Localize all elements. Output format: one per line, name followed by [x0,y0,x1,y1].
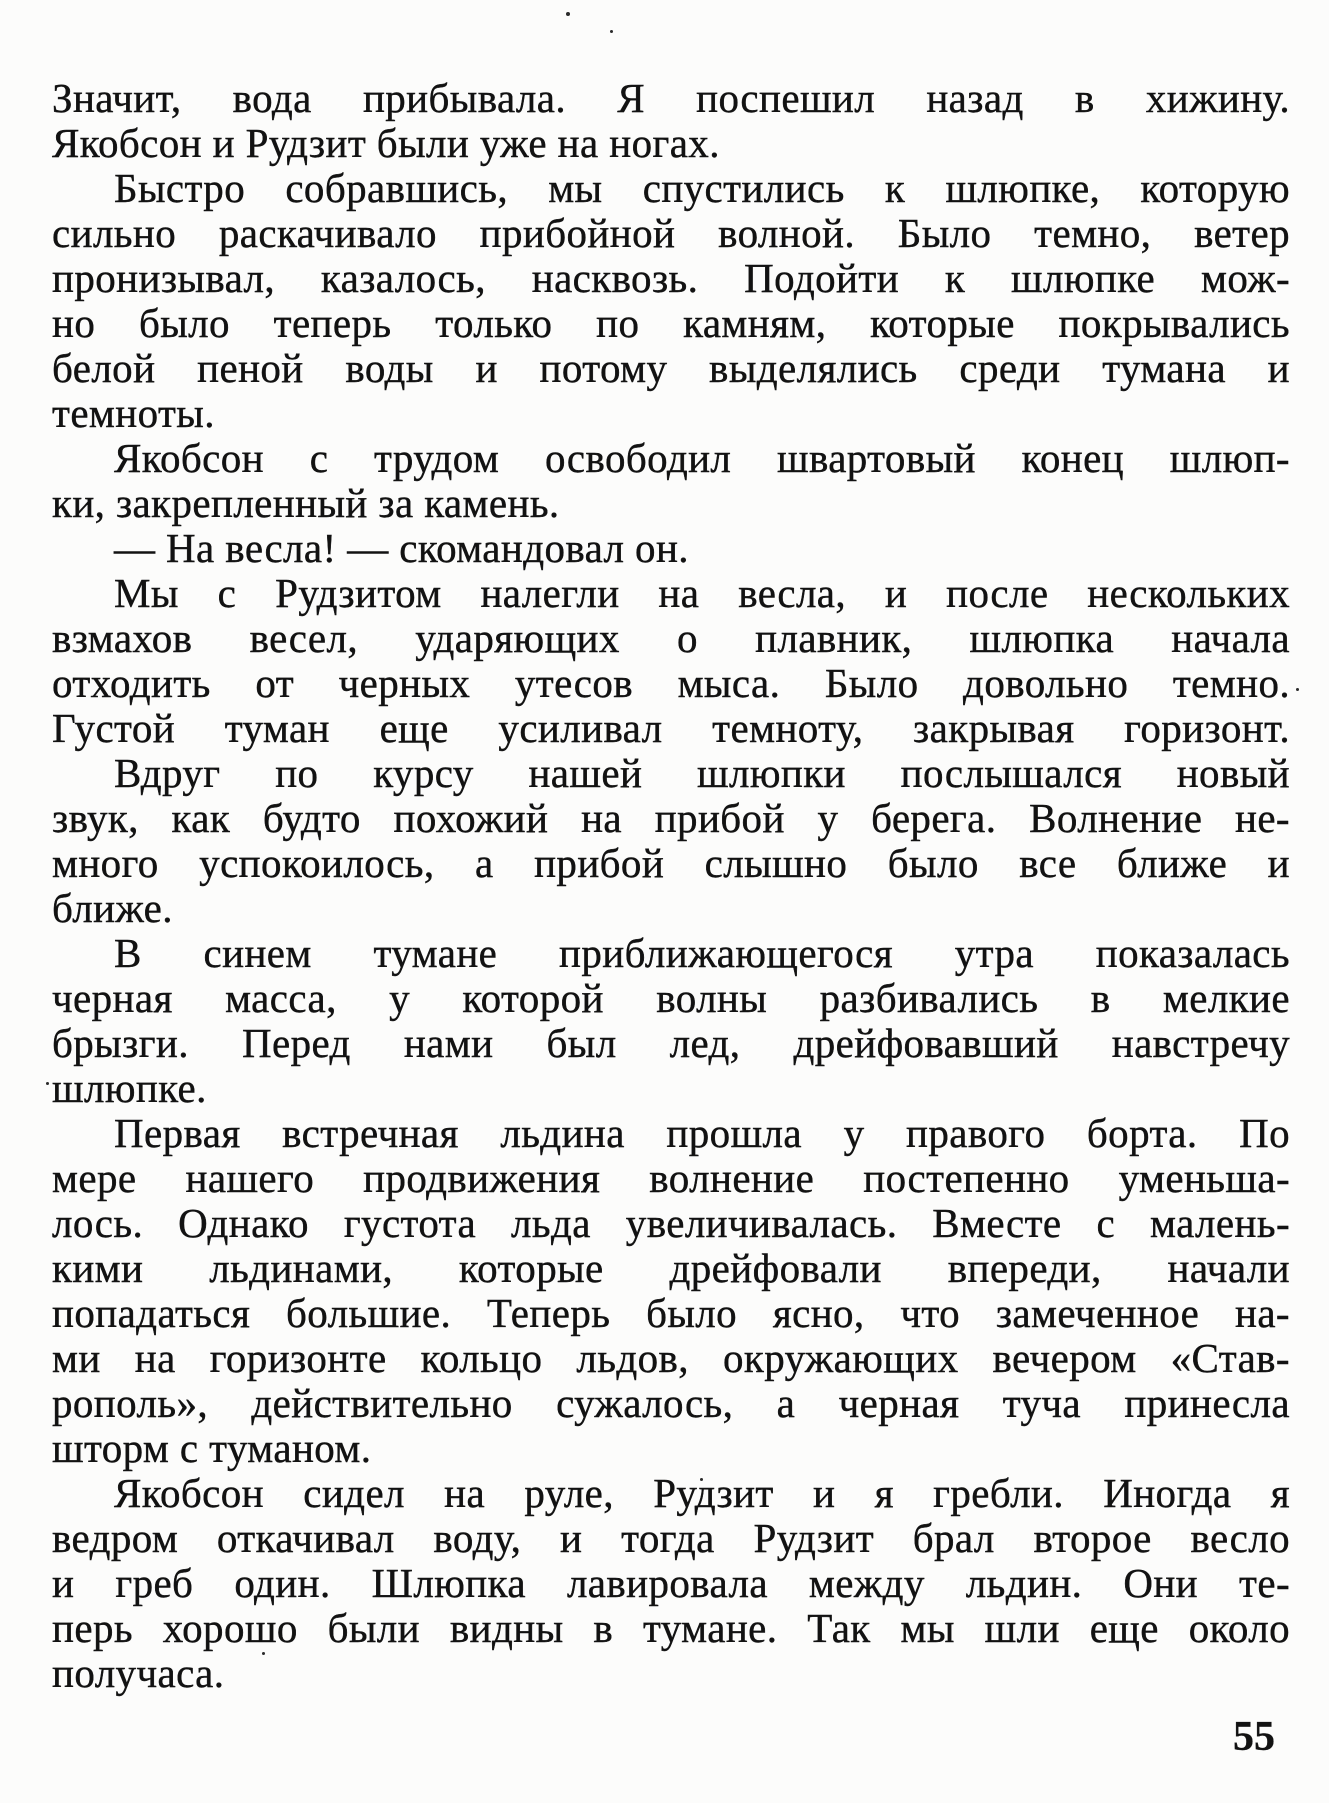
text-line: белой пеной воды и потому выделялись среди тумана и [52,345,1290,391]
text-line: но было теперь только по камням, которые покрывались [52,300,1290,346]
text-line: В синем тумане приближающегося утра показалась [114,930,1290,976]
text-line: попадаться большие. Теперь было ясно, что замеченное на- [52,1290,1290,1336]
text-line: брызги. Перед нами был лед, дрейфовавший навстречу [52,1020,1290,1066]
text-line: — На весла! — скомандовал он. [114,525,689,571]
text-line: Якобсон сидел на руле, Рудзит и я гребли. Иногда я [114,1470,1290,1516]
text-line: Первая встречная льдина прошла у правого борта. По [114,1110,1290,1156]
text-line: Густой туман еще усиливал темноту, закрывая горизонт. [52,705,1290,751]
text-line: Быстро собравшись, мы спустились к шлюпке, которую [114,165,1290,211]
text-line: шлюпке. [52,1065,207,1111]
text-line: Якобсон и Рудзит были уже на ногах. [52,120,720,166]
text-line: перь хорошо были видны в тумане. Так мы шли еще около [52,1605,1290,1651]
text-line: ми на горизонте кольцо льдов, окружающих вечером «Став- [52,1335,1290,1381]
text-line: сильно раскачивало прибойной волной. Было темно, ветер [52,210,1290,256]
text-line: темноты. [52,390,215,436]
text-line: взмахов весел, ударяющих о плавник, шлюпка начала [52,615,1290,661]
text-line: шторм с туманом. [52,1425,372,1471]
text-line: отходить от черных утесов мыса. Было довольно темно. [52,660,1290,706]
text-line: Значит, вода прибывала. Я поспешил назад в хижину. [52,75,1290,121]
text-line: и греб один. Шлюпка лавировала между льдин. Они те- [52,1560,1290,1606]
text-line: Вдруг по курсу нашей шлюпки послышался новый [114,750,1290,796]
text-line: лось. Однако густота льда увеличивалась. Вместе с малень- [52,1200,1290,1246]
text-line: Якобсон с трудом освободил швартовый конец шлюп- [114,435,1290,481]
scan-speck [1296,688,1299,691]
text-line: мере нашего продвижения волнение постепенно уменьша- [52,1155,1290,1201]
text-line: ведром откачивал воду, и тогда Рудзит брал второе весло [52,1515,1290,1561]
page-number: 55 [1233,1714,1275,1760]
text-line: кими льдинами, которые дрейфовали впереди, начали [52,1245,1290,1291]
text-line: много успокоилось, а прибой слышно было все ближе и [52,840,1290,886]
scan-speck [46,1082,49,1085]
text-line: Мы с Рудзитом налегли на весла, и после нескольких [114,570,1290,616]
text-line: ки, закрепленный за камень. [52,480,560,526]
page-text [52,76,1290,1696]
text-line: получаса. [52,1650,225,1696]
text-line: пронизывал, казалось, насквозь. Подойти к шлюпке мож- [52,255,1290,301]
text-line: звук, как будто похожий на прибой у берега. Волнение не- [52,795,1290,841]
scan-speck [566,12,570,16]
text-line: рополь», действительно сужалось, а черная туча принесла [52,1380,1290,1426]
text-line: черная масса, у которой волны разбивались в мелкие [52,975,1290,1021]
scan-speck [610,30,613,33]
text-line: ближе. [52,885,173,931]
